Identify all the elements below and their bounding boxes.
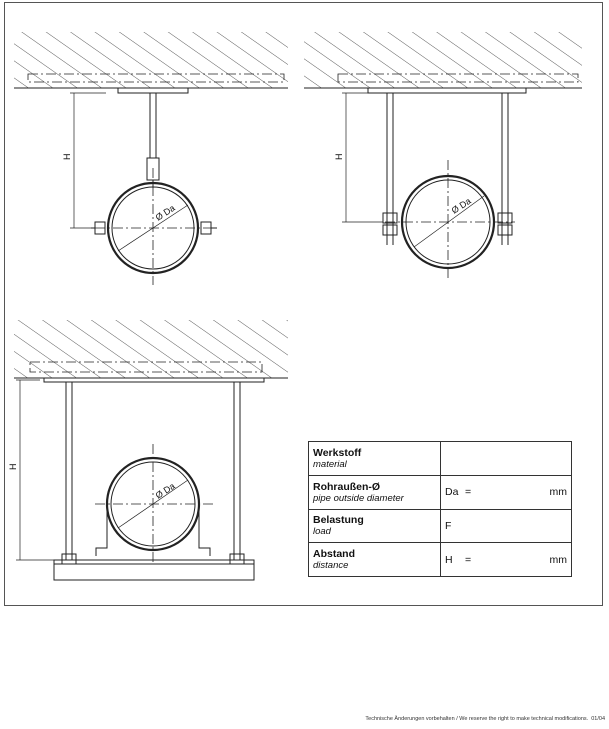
distance-equals: = [465, 553, 472, 566]
height-label: H [8, 463, 18, 470]
diameter-label: Ø Da [153, 202, 177, 223]
mounting-plate [118, 88, 188, 93]
row-distance [309, 543, 572, 577]
load-subtitle: load [313, 526, 331, 538]
mounting-rail [368, 88, 526, 93]
pipe-diameter-equals: = [465, 486, 472, 499]
diameter-label: Ø Da [449, 195, 473, 216]
load-symbol: F [445, 519, 452, 532]
diameter-line [414, 196, 484, 247]
distance-title: Abstand [313, 548, 355, 561]
ceiling-hatch [304, 32, 582, 88]
figure-double-rod-hanger [304, 32, 582, 278]
height-label: H [62, 153, 72, 160]
pipe-diameter-symbol: Da [445, 486, 459, 499]
ceiling-hatch [14, 320, 288, 378]
figure-trapeze-hanger [8, 320, 288, 580]
distance-subtitle: distance [313, 560, 349, 572]
row-load [309, 509, 572, 543]
diameter-label: Ø Da [153, 480, 177, 501]
specification-table [308, 441, 572, 577]
support-channel [54, 560, 254, 580]
row-material [309, 442, 572, 476]
footer-note [365, 716, 605, 722]
height-label: H [334, 153, 344, 160]
pipe-diameter-unit: mm [549, 486, 567, 499]
figure-single-rod-hanger [14, 32, 288, 285]
load-title: Belastung [313, 514, 364, 527]
ceiling-hatch [14, 32, 288, 88]
pipe-diameter-title: Rohraußen-Ø [313, 480, 381, 493]
footer-disclaimer: Technische Änderungen vorbehalten / We reserve the right to make technical modifications. [365, 716, 589, 722]
footer-revision: 01/04 [591, 716, 605, 722]
pipe-diameter-subtitle: pipe outside diameter [313, 492, 404, 504]
material-title: Werkstoff [313, 446, 362, 459]
material-subtitle: material [313, 458, 347, 470]
row-pipe-diameter [309, 475, 572, 509]
distance-symbol: H [445, 553, 453, 566]
distance-unit: mm [549, 553, 567, 566]
